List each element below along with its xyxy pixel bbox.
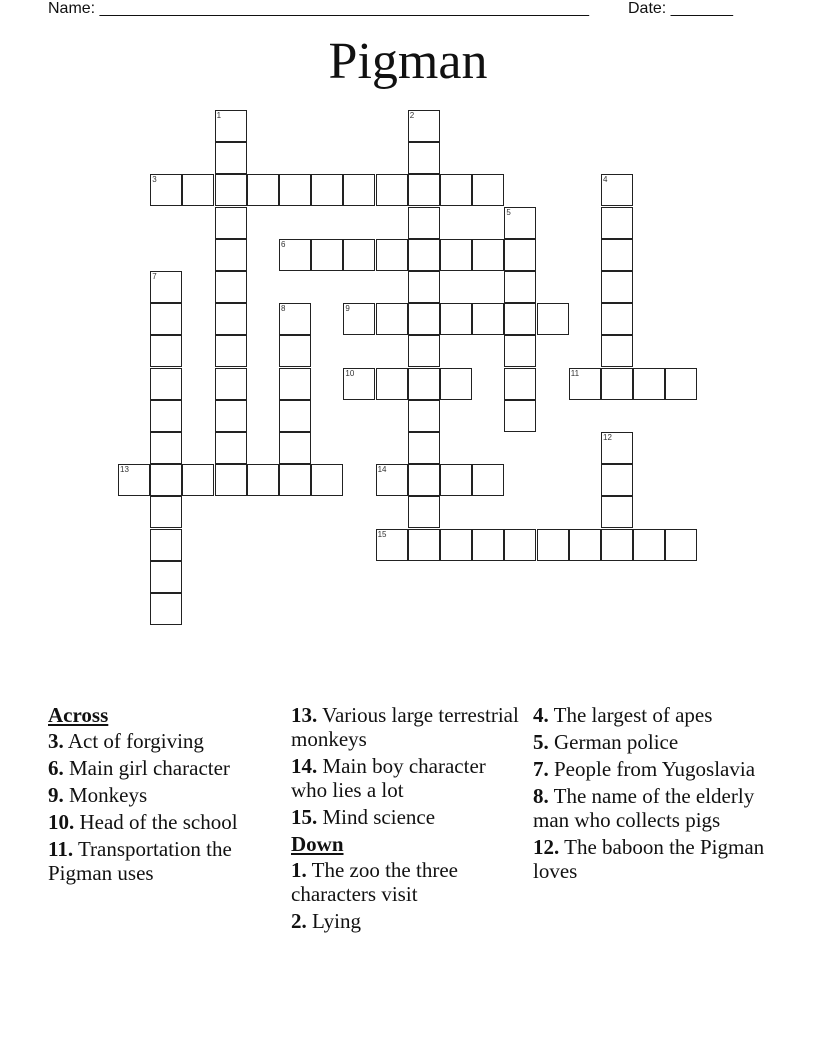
grid-cell[interactable] [504,207,536,239]
grid-cell[interactable] [215,110,247,142]
grid-cell[interactable] [279,464,311,496]
down-heading: Down [291,832,344,856]
grid-cell[interactable] [472,303,504,335]
grid-cell[interactable] [408,368,440,400]
clue-down-5: 5. German police [533,730,679,754]
clue-number: 11 [570,368,580,378]
grid-cell[interactable] [537,529,569,561]
clue-column-1 [48,703,284,888]
grid-cell[interactable] [215,142,247,174]
grid-cell[interactable] [504,529,536,561]
grid-cell[interactable] [408,496,440,528]
clue-down-8: 8. The name of the elderly man who collects pigs [533,784,755,832]
grid-cell[interactable] [343,239,375,271]
grid-cell[interactable] [150,335,182,367]
clue-down-4: 4. The largest of apes [533,703,713,727]
grid-cell[interactable] [408,142,440,174]
grid-cell[interactable] [601,239,633,271]
grid-cell[interactable] [376,464,408,496]
grid-cell[interactable] [601,303,633,335]
grid-cell[interactable] [569,529,601,561]
clue-across-10: 10. Head of the school [48,810,238,834]
clue-across-13: 13. Various large terrestrial monkeys [291,703,519,751]
clue-down-12: 12. The baboon the Pigman loves [533,835,765,883]
clue-number: 12 [603,433,612,442]
grid-cell[interactable] [215,400,247,432]
clue-number: 5 [506,207,511,217]
grid-cell[interactable] [504,271,536,303]
grid-cell[interactable] [247,464,279,496]
grid-cell[interactable] [633,529,665,561]
clue-number: 6 [281,239,286,249]
grid-cell[interactable] [215,303,247,335]
grid-cell[interactable] [343,303,375,335]
clue-column-3 [533,703,769,886]
grid-cell[interactable] [215,335,247,367]
grid-cell[interactable] [440,303,472,335]
clue-number: 15 [377,529,387,539]
clue-across-11: 11. Transportation the Pigman uses [48,837,232,885]
clue-number: 4 [603,175,608,185]
clue-across-15: 15. Mind science [291,805,436,829]
grid-cell[interactable] [408,529,440,561]
grid-cell[interactable] [440,529,472,561]
grid-cell[interactable] [279,432,311,464]
grid-cell[interactable] [279,239,311,271]
grid-cell[interactable] [182,464,214,496]
grid-cell[interactable] [150,400,182,432]
grid-cell[interactable] [118,464,150,496]
grid-cell[interactable] [247,174,279,206]
clue-number: 2 [409,111,415,120]
grid-cell[interactable] [408,303,440,335]
grid-cell[interactable] [215,174,247,206]
grid-cell[interactable] [601,496,633,528]
grid-cell[interactable] [343,368,375,400]
grid-cell[interactable] [633,368,665,400]
grid-cell[interactable] [472,464,504,496]
grid-cell[interactable] [150,174,182,206]
grid-cell[interactable] [376,529,408,561]
grid-cell[interactable] [279,368,311,400]
grid-cell[interactable] [311,239,343,271]
grid-cell[interactable] [150,271,182,303]
grid-cell[interactable] [601,432,633,464]
grid-cell[interactable] [504,303,536,335]
date-field[interactable]: Date: _______ [628,0,733,17]
clue-number: 14 [377,465,387,475]
clue-number: 7 [152,272,157,281]
grid-cell[interactable] [150,368,182,400]
grid-cell[interactable] [311,174,343,206]
grid-cell[interactable] [601,529,633,561]
grid-cell[interactable] [504,400,536,432]
grid-cell[interactable] [440,368,472,400]
clue-down-2: 2. Lying [291,909,362,933]
grid-cell[interactable] [408,239,440,271]
name-field[interactable]: Name: _______________________________________________________ [48,0,589,17]
grid-cell[interactable] [311,464,343,496]
clue-down-7: 7. People from Yugoslavia [533,757,756,781]
grid-cell[interactable] [408,110,440,142]
grid-cell[interactable] [504,335,536,367]
grid-cell[interactable] [472,529,504,561]
grid-cell[interactable] [150,529,182,561]
grid-cell[interactable] [440,464,472,496]
grid-cell[interactable] [150,496,182,528]
grid-cell[interactable] [408,174,440,206]
clue-down-1: 1. The zoo the three characters visit [291,858,458,906]
grid-cell[interactable] [472,174,504,206]
grid-cell[interactable] [215,271,247,303]
grid-cell[interactable] [440,239,472,271]
grid-cell[interactable] [182,174,214,206]
grid-cell[interactable] [215,239,247,271]
clue-column-2 [291,703,527,936]
grid-cell[interactable] [601,368,633,400]
grid-cell[interactable] [215,432,247,464]
grid-cell[interactable] [150,593,182,625]
grid-cell[interactable] [279,335,311,367]
grid-cell[interactable] [150,464,182,496]
grid-cell[interactable] [665,529,697,561]
grid-cell[interactable] [408,432,440,464]
clue-across-6: 6. Main girl character [48,756,230,780]
grid-cell[interactable] [537,303,569,335]
clue-number: 13 [120,465,129,475]
grid-cell[interactable] [408,400,440,432]
clue-across-14: 14. Main boy character who lies a lot [291,754,486,802]
grid-cell[interactable] [601,207,633,239]
across-heading: Across [48,703,109,727]
grid-cell[interactable] [343,174,375,206]
grid-cell[interactable] [376,174,408,206]
grid-cell[interactable] [408,464,440,496]
grid-cell[interactable] [601,271,633,303]
grid-cell[interactable] [150,432,182,464]
clue-number: 8 [281,304,286,314]
grid-cell[interactable] [569,368,601,400]
clue-across-3: 3. Act of forgiving [48,729,204,753]
grid-cell[interactable] [215,207,247,239]
grid-cell[interactable] [601,174,633,206]
clue-number: 10 [345,368,355,378]
grid-cell[interactable] [150,561,182,593]
grid-cell[interactable] [601,464,633,496]
clue-number: 9 [345,304,350,314]
clue-number: 3 [152,175,157,185]
clue-number: 1 [216,111,222,120]
grid-cell[interactable] [279,400,311,432]
clue-across-9: 9. Monkeys [48,783,148,807]
grid-cell[interactable] [279,174,311,206]
grid-cell[interactable] [408,335,440,367]
grid-cell[interactable] [665,368,697,400]
grid-cell[interactable] [408,207,440,239]
grid-cell[interactable] [376,368,408,400]
grid-cell[interactable] [279,303,311,335]
grid-cell[interactable] [504,239,536,271]
grid-cell[interactable] [601,335,633,367]
grid-cell[interactable] [504,368,536,400]
grid-cell[interactable] [150,303,182,335]
grid-cell[interactable] [215,368,247,400]
grid-cell[interactable] [376,303,408,335]
grid-cell[interactable] [440,174,472,206]
grid-cell[interactable] [215,464,247,496]
grid-cell[interactable] [408,271,440,303]
grid-cell[interactable] [376,239,408,271]
page-title: Pigman [328,33,488,90]
grid-cell[interactable] [472,239,504,271]
